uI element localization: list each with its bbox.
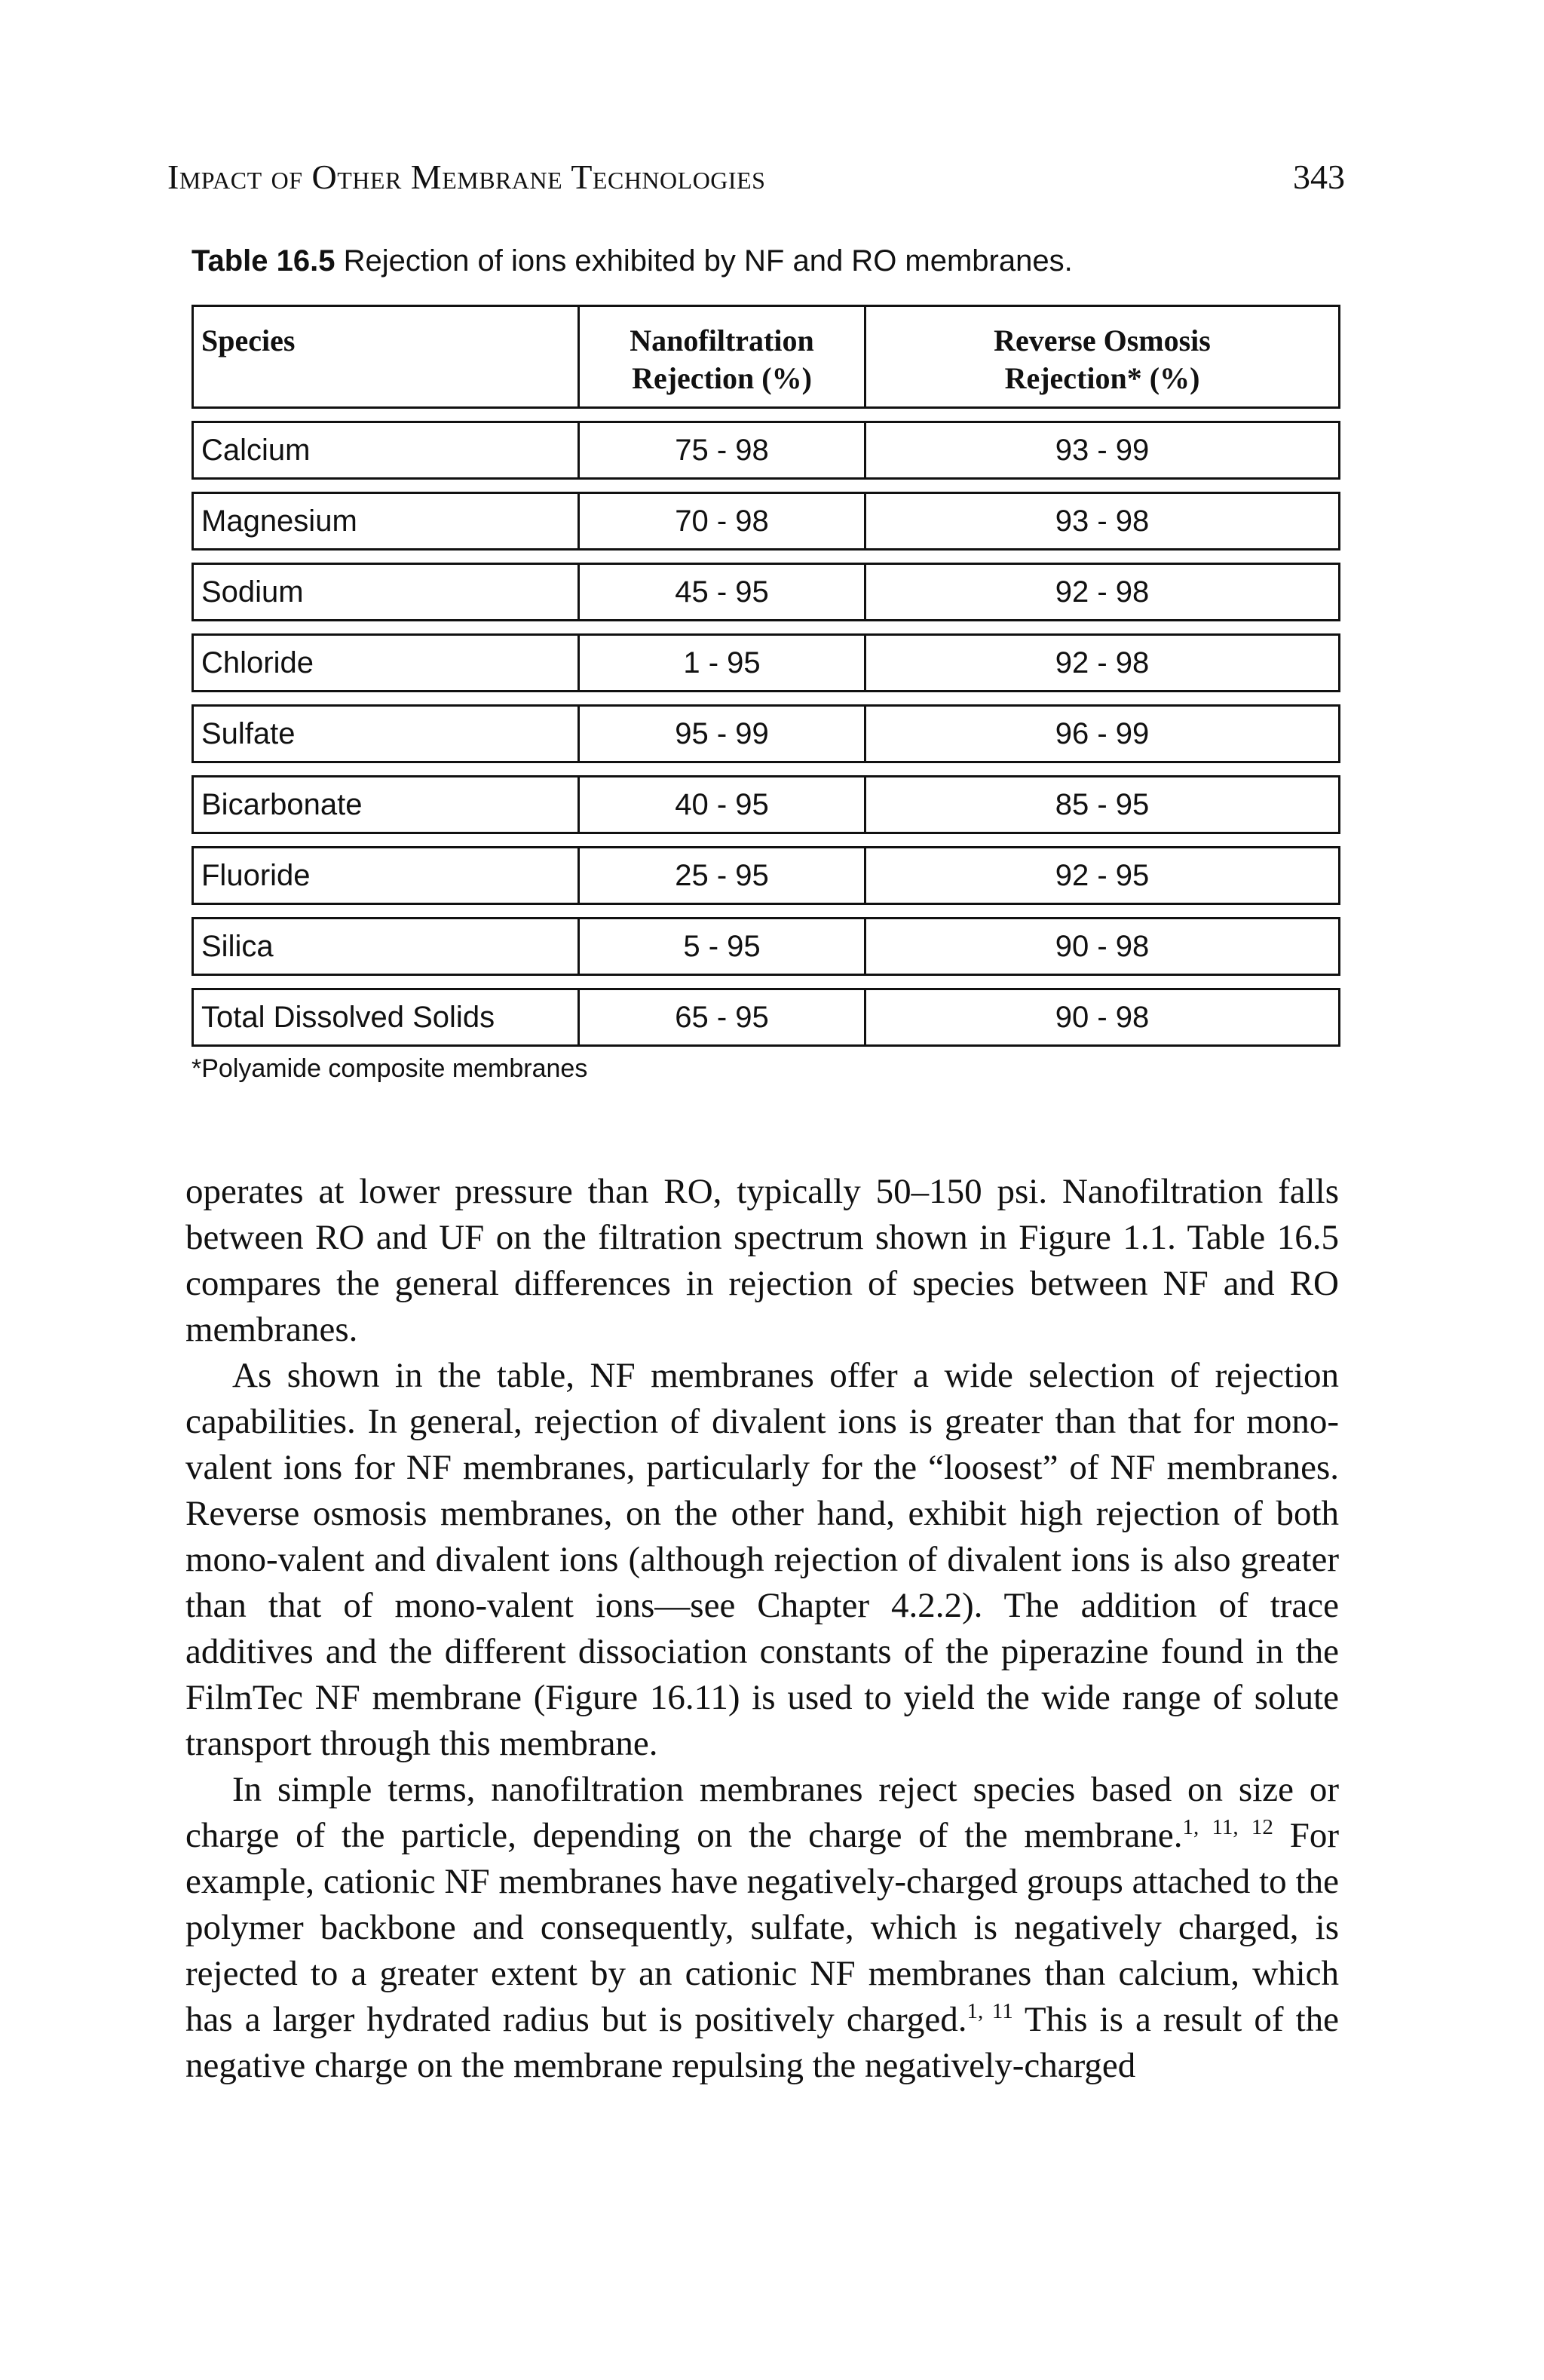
species-cell: Sulfate <box>191 704 577 763</box>
column-header-line: Rejection* (%) <box>1004 361 1200 395</box>
paragraph-text: For example, cationic NF membranes have negatively-charged groups attached to the polymer backbone and consequently, sulfate, which is negatively charged, is rejected to a greater extent by an cationic NF membranes than calcium, which has a larger hydrated radius but is positively charged. <box>185 1816 1339 2039</box>
nf-rejection-cell: 95 - 99 <box>577 704 864 763</box>
paragraph <box>185 1767 1339 2089</box>
ro-rejection-cell: 85 - 95 <box>864 775 1340 834</box>
ro-rejection-cell: 92 - 98 <box>864 633 1340 692</box>
species-cell: Calcium <box>191 421 577 480</box>
species-cell: Bicarbonate <box>191 775 577 834</box>
table-row <box>191 633 1340 692</box>
rejection-table <box>191 293 1340 1059</box>
table-row <box>191 846 1340 905</box>
table-row <box>191 421 1340 480</box>
table-row <box>191 988 1340 1047</box>
ro-rejection-cell: 93 - 98 <box>864 492 1340 551</box>
paragraph-text: In simple terms, nanofiltration membranes reject species based on size or charge of the particle, depending on the charge of the membrane. <box>185 1770 1339 1855</box>
column-header-reverse-osmosis <box>864 305 1340 409</box>
nf-rejection-cell: 1 - 95 <box>577 633 864 692</box>
column-header-nanofiltration <box>577 305 864 409</box>
table-row <box>191 492 1340 551</box>
nf-rejection-cell: 5 - 95 <box>577 917 864 976</box>
nf-rejection-cell: 75 - 98 <box>577 421 864 480</box>
ro-rejection-cell: 90 - 98 <box>864 917 1340 976</box>
nf-rejection-cell: 70 - 98 <box>577 492 864 551</box>
species-cell: Silica <box>191 917 577 976</box>
table-caption <box>191 244 1073 278</box>
ro-rejection-cell: 92 - 95 <box>864 846 1340 905</box>
paragraph: As shown in the table, NF membranes offer a wide selection of rejection capabilities. In general, rejection of divalent ions is greater than that for mono-valent ions for NF membranes, particularly for the “loosest” of NF membranes. Reverse osmosis membranes, on the other hand, exhibit high rejection of both mono-valent and divalent ions (although rejection of divalent ions is also greater than that of mono-valent ions—see Chapter 4.2.2). The addition of trace additives and the different dissociation constants of the piperazine found in the FilmTec NF membrane (Figure 16.11) is used to yield the wide range of solute transport through this membrane. <box>185 1356 1339 1763</box>
table-row <box>191 917 1340 976</box>
column-header-line: Nanofiltration <box>630 324 814 357</box>
table-header-row <box>191 305 1340 409</box>
species-cell: Magnesium <box>191 492 577 551</box>
nf-rejection-cell: 65 - 95 <box>577 988 864 1047</box>
body-text <box>185 1169 1339 2089</box>
table-row <box>191 563 1340 621</box>
column-header-species <box>191 305 577 409</box>
ro-rejection-cell: 90 - 98 <box>864 988 1340 1047</box>
table-row <box>191 775 1340 834</box>
citation-superscript: 1, 11 <box>967 1999 1013 2023</box>
running-title: Impact of Other Membrane Technologies <box>167 158 766 196</box>
page-number: 343 <box>1293 158 1345 196</box>
ro-rejection-cell: 92 - 98 <box>864 563 1340 621</box>
species-cell: Fluoride <box>191 846 577 905</box>
table-footnote: *Polyamide composite membranes <box>191 1054 588 1083</box>
paragraph: operates at lower pressure than RO, typically 50–150 psi. Nanofiltration falls between RO and UF on the filtration spectrum shown in Figure 1.1. Table 16.5 compares the general differences in rejection of species between NF and RO membranes. <box>185 1172 1339 1349</box>
species-cell: Sodium <box>191 563 577 621</box>
paragraph-text: This is a result of the negative charge on the membrane repulsing the negatively-charged <box>185 2000 1339 2085</box>
nf-rejection-cell: 45 - 95 <box>577 563 864 621</box>
table-caption-text: Rejection of ions exhibited by NF and RO membranes. <box>343 244 1073 278</box>
table-caption-label: Table 16.5 <box>191 244 335 278</box>
species-cell: Total Dissolved Solids <box>191 988 577 1047</box>
ro-rejection-cell: 96 - 99 <box>864 704 1340 763</box>
column-header-line: Reverse Osmosis <box>994 324 1211 357</box>
nf-rejection-cell: 40 - 95 <box>577 775 864 834</box>
running-head <box>167 157 1345 202</box>
column-header-line: Rejection (%) <box>632 361 812 395</box>
nf-rejection-cell: 25 - 95 <box>577 846 864 905</box>
table-row <box>191 704 1340 763</box>
citation-superscript: 1, 11, 12 <box>1182 1815 1273 1839</box>
ro-rejection-cell: 93 - 99 <box>864 421 1340 480</box>
species-cell: Chloride <box>191 633 577 692</box>
column-header-line: Species <box>201 324 296 357</box>
